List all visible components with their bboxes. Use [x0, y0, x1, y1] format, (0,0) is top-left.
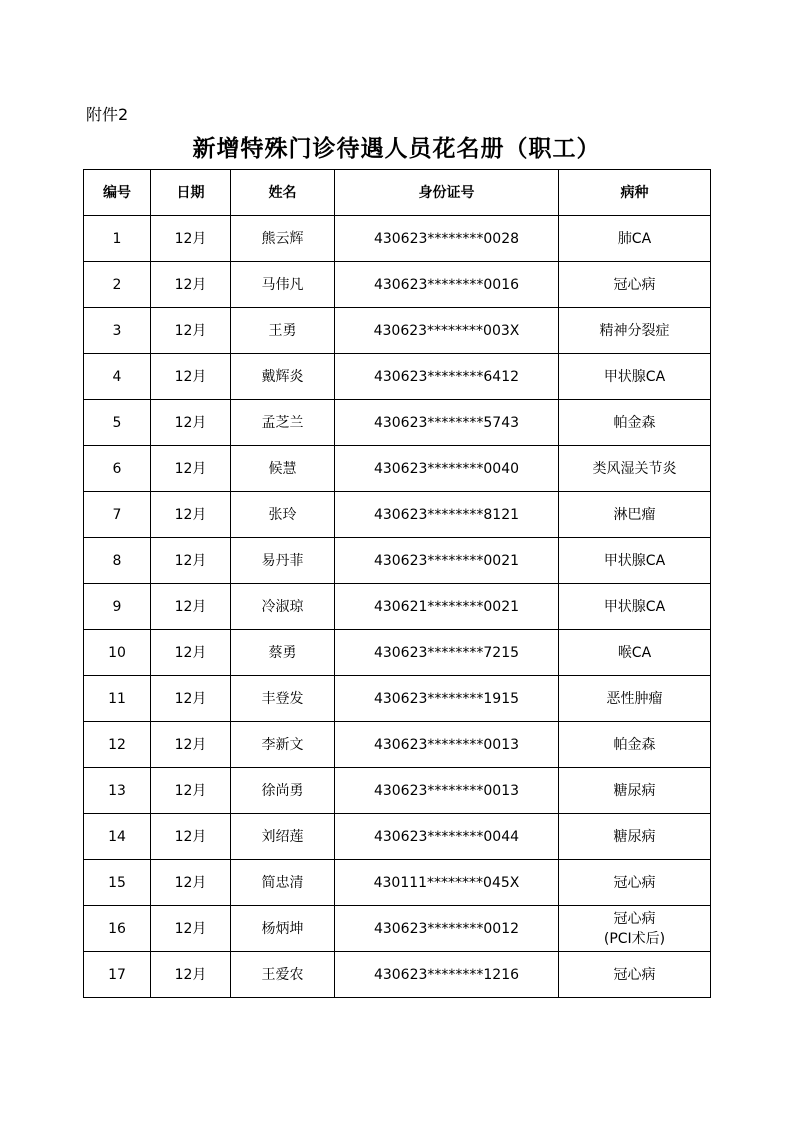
- cell-number: 5: [84, 400, 151, 446]
- cell-date: 12月: [151, 860, 231, 906]
- cell-id-number: 430623********0012: [335, 906, 559, 952]
- cell-date: 12月: [151, 400, 231, 446]
- cell-date: 12月: [151, 538, 231, 584]
- cell-number: 6: [84, 446, 151, 492]
- cell-date: 12月: [151, 814, 231, 860]
- cell-date: 12月: [151, 952, 231, 998]
- table-row: [84, 906, 711, 952]
- cell-id-number: 430111********045X: [335, 860, 559, 906]
- cell-number: 9: [84, 584, 151, 630]
- cell-disease: 恶性肿瘤: [559, 676, 711, 722]
- cell-number: 12: [84, 722, 151, 768]
- table-row: [84, 262, 711, 308]
- table-row: [84, 814, 711, 860]
- table-header-row: [84, 170, 711, 216]
- cell-disease: 类风湿关节炎: [559, 446, 711, 492]
- roster-table: [83, 169, 711, 998]
- table-row: [84, 952, 711, 998]
- cell-name: 熊云辉: [231, 216, 335, 262]
- cell-disease: 精神分裂症: [559, 308, 711, 354]
- cell-name: 丰登发: [231, 676, 335, 722]
- cell-disease: 冠心病: [559, 860, 711, 906]
- cell-name: 马伟凡: [231, 262, 335, 308]
- table-row: [84, 400, 711, 446]
- cell-name: 刘绍莲: [231, 814, 335, 860]
- cell-disease: 喉CA: [559, 630, 711, 676]
- table-row: [84, 584, 711, 630]
- cell-number: 16: [84, 906, 151, 952]
- cell-disease: 甲状腺CA: [559, 354, 711, 400]
- cell-date: 12月: [151, 216, 231, 262]
- table-row: [84, 308, 711, 354]
- cell-date: 12月: [151, 354, 231, 400]
- cell-disease: 冠心病: [559, 952, 711, 998]
- table-row: [84, 722, 711, 768]
- table-row: [84, 446, 711, 492]
- cell-name: 徐尚勇: [231, 768, 335, 814]
- cell-disease: 肺CA: [559, 216, 711, 262]
- header-disease: 病种: [559, 170, 711, 216]
- cell-number: 13: [84, 768, 151, 814]
- cell-id-number: 430621********0021: [335, 584, 559, 630]
- cell-name: 蔡勇: [231, 630, 335, 676]
- cell-id-number: 430623********1216: [335, 952, 559, 998]
- cell-id-number: 430623********1915: [335, 676, 559, 722]
- cell-name: 戴辉炎: [231, 354, 335, 400]
- cell-date: 12月: [151, 446, 231, 492]
- cell-name: 候慧: [231, 446, 335, 492]
- cell-id-number: 430623********0021: [335, 538, 559, 584]
- cell-id-number: 430623********5743: [335, 400, 559, 446]
- cell-id-number: 430623********0016: [335, 262, 559, 308]
- header-name: 姓名: [231, 170, 335, 216]
- table-body: [84, 216, 711, 998]
- cell-number: 11: [84, 676, 151, 722]
- cell-disease: 甲状腺CA: [559, 584, 711, 630]
- cell-id-number: 430623********6412: [335, 354, 559, 400]
- cell-date: 12月: [151, 676, 231, 722]
- cell-number: 17: [84, 952, 151, 998]
- cell-id-number: 430623********7215: [335, 630, 559, 676]
- table-row: [84, 630, 711, 676]
- cell-name: 易丹菲: [231, 538, 335, 584]
- header-id-number: 身份证号: [335, 170, 559, 216]
- cell-disease: 糖尿病: [559, 768, 711, 814]
- cell-id-number: 430623********0028: [335, 216, 559, 262]
- cell-date: 12月: [151, 492, 231, 538]
- cell-date: 12月: [151, 584, 231, 630]
- cell-date: 12月: [151, 262, 231, 308]
- cell-disease: 糖尿病: [559, 814, 711, 860]
- cell-id-number: 430623********8121: [335, 492, 559, 538]
- cell-date: 12月: [151, 630, 231, 676]
- cell-id-number: 430623********0013: [335, 722, 559, 768]
- cell-number: 7: [84, 492, 151, 538]
- cell-date: 12月: [151, 722, 231, 768]
- cell-id-number: 430623********0044: [335, 814, 559, 860]
- cell-number: 8: [84, 538, 151, 584]
- cell-disease: [559, 906, 711, 952]
- table-row: [84, 216, 711, 262]
- cell-number: 14: [84, 814, 151, 860]
- cell-disease: 帕金森: [559, 400, 711, 446]
- cell-number: 1: [84, 216, 151, 262]
- page-title: 新增特殊门诊待遇人员花名册（职工）: [192, 135, 601, 162]
- cell-id-number: 430623********0040: [335, 446, 559, 492]
- header-number: 编号: [84, 170, 151, 216]
- cell-disease: 甲状腺CA: [559, 538, 711, 584]
- cell-disease: 淋巴瘤: [559, 492, 711, 538]
- header-date: 日期: [151, 170, 231, 216]
- cell-date: 12月: [151, 308, 231, 354]
- disease-name: 冠心病: [613, 910, 656, 927]
- disease-note: (PCI术后): [603, 930, 666, 947]
- table-row: [84, 676, 711, 722]
- cell-name: 杨炳坤: [231, 906, 335, 952]
- cell-name: 王爱农: [231, 952, 335, 998]
- cell-number: 4: [84, 354, 151, 400]
- cell-name: 王勇: [231, 308, 335, 354]
- cell-number: 3: [84, 308, 151, 354]
- cell-id-number: 430623********003X: [335, 308, 559, 354]
- cell-name: 李新文: [231, 722, 335, 768]
- cell-number: 15: [84, 860, 151, 906]
- cell-name: 孟芝兰: [231, 400, 335, 446]
- table-row: [84, 354, 711, 400]
- cell-id-number: 430623********0013: [335, 768, 559, 814]
- cell-date: 12月: [151, 906, 231, 952]
- cell-disease: 冠心病: [559, 262, 711, 308]
- cell-disease: 帕金森: [559, 722, 711, 768]
- cell-number: 10: [84, 630, 151, 676]
- table-row: [84, 860, 711, 906]
- cell-number: 2: [84, 262, 151, 308]
- cell-date: 12月: [151, 768, 231, 814]
- cell-name: 张玲: [231, 492, 335, 538]
- table-row: [84, 768, 711, 814]
- table-row: [84, 492, 711, 538]
- cell-name: 简忠清: [231, 860, 335, 906]
- cell-name: 冷淑琼: [231, 584, 335, 630]
- table-row: [84, 538, 711, 584]
- attachment-label: 附件2: [86, 105, 129, 124]
